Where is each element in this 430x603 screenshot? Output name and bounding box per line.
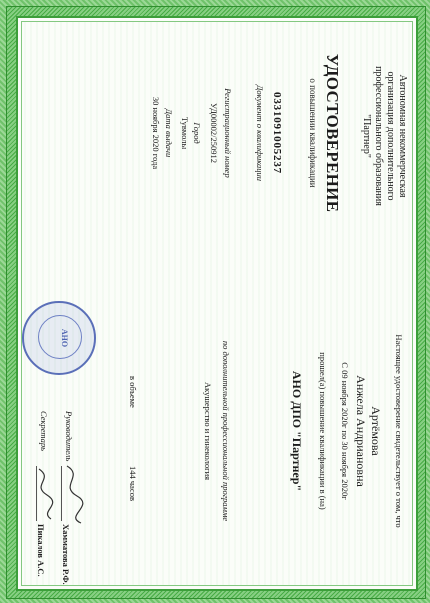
city: Тувмолы: [180, 116, 190, 150]
secretary-name: Пикалов А.С.: [36, 524, 46, 577]
passed-text: прошел(а) повышение квалификации в (на): [318, 352, 328, 510]
certificate-subtitle: о повышении квалификации: [308, 78, 318, 188]
org-name: АНО ДПО "Партнер": [290, 370, 304, 492]
study-period: С 09 ноября 2020г по 30 ноября 2020г: [340, 362, 350, 500]
city-label: Город: [192, 122, 202, 144]
document-caption: Документ о квалификации: [255, 84, 265, 182]
program-label: по дополнительной профессиональной программе: [221, 340, 231, 522]
org-line-1: Автономная некоммерческая: [397, 74, 408, 198]
volume-label: в объеме: [128, 376, 138, 408]
org-line-3: профессионального образования: [373, 66, 384, 206]
certificate-title: УДОСТОВЕРЕНИЕ: [323, 53, 342, 213]
org-line-4: "Партнер": [361, 114, 372, 158]
issue-date: 30 ноября 2020 года: [151, 96, 161, 170]
issue-date-label: Дата выдачи: [164, 108, 174, 158]
signature-marks: [29, 461, 89, 531]
given-names: Анжела Андриановна: [354, 375, 368, 487]
certificate-content: [16, 16, 414, 587]
seal-logo-icon: АНО: [60, 328, 69, 348]
hours: 144 часов: [128, 466, 138, 501]
program-name: Акушерство и гинекология: [203, 381, 213, 481]
official-seal: [22, 301, 96, 375]
certificate-number: 0331091005237: [271, 92, 283, 174]
head-label: Руководитель: [64, 411, 74, 462]
org-line-2: организация дополнительного: [385, 71, 396, 201]
intro-text: Настоящее удостоверение свидетельствует о том, что: [394, 334, 404, 528]
surname: Артёмова: [369, 406, 383, 456]
head-name: Хамматова Р.Ф.: [61, 524, 71, 585]
reg-number: УД00002/250912: [209, 102, 219, 164]
reg-number-label: Регистрационный номер: [223, 88, 233, 178]
secretary-label: Секретарь: [39, 411, 49, 451]
